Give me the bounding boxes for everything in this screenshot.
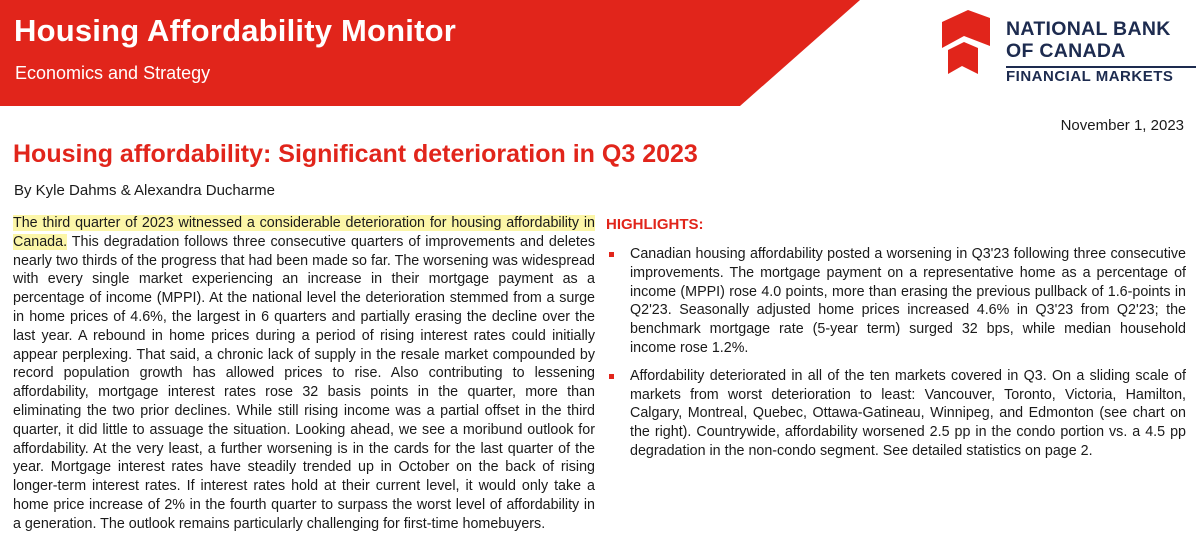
publication-date: November 1, 2023 — [1060, 117, 1184, 134]
bank-logo — [938, 8, 1200, 88]
byline: By Kyle Dahms & Alexandra Ducharme — [14, 182, 275, 199]
logo-text-line1: NATIONAL BANK — [1006, 18, 1171, 40]
logo-sail-icon — [938, 8, 994, 78]
headline: Housing affordability: Significant deterioration in Q3 2023 — [13, 140, 698, 168]
highlight-text: Affordability deteriorated in all of the ten markets covered in Q3. On a sliding scale of markets from worst deterioration to least: Vancouver, Toronto, Victoria, Hamilton, Calgary, Montreal, Quebec, Ottawa-Gatineau, Winnipeg, and Edmonton (see chart on the right). Countrywide, affordability worsened 2.5 pp in the condo portion vs. a 4.5 pp degradation in the non-condo segment. See detailed statistics on page 2. — [630, 367, 1186, 459]
body-text: This degradation follows three consecutive quarters of improvements and deletes nearly two thirds of the progress that had been made so far. The worsening was widespread with every single market experiencing an increase in their mortgage payment as a percentage of income (MPPI). At the national level the deterioration stemmed from a surge in home prices of 4.6%, the largest in 6 quarters and partially erasing the decline over the last year. A rebound in home prices during a period of rising interest rates could initially appear perplexing. That said, a chronic lack of supply in the resale market compounded by record population growth has allowed prices to rise. Also contributing to lessening affordability, mortgage interest rates rose 32 basis points in the quarter, more than eliminating the two prior declines. While still rising income was a partial offset in the third quarter, it did little to assuage the situation. Looking ahead, we see a moribund outlook for affordability. At the very least, a further worsening is in the cards for the last quarter of the year. Mortgage interest rates have steadily trended up in October on the back of rising longer-term interest rates. If interest rates hold at their current level, it would only take a home price increase of 2% in the fourth quarter to surpass the worst level of affordability in a generation. The outlook remains particularly challenging for first-time homebuyers. — [13, 233, 595, 532]
logo-text-line2: OF CANADA — [1006, 40, 1126, 62]
highlights-list — [606, 245, 1186, 470]
logo-text-line3: FINANCIAL MARKETS — [1006, 68, 1174, 85]
bullet-icon — [609, 252, 614, 257]
highlights-title: HIGHLIGHTS: — [606, 216, 704, 233]
report-subtitle: Economics and Strategy — [15, 63, 211, 83]
report-title: Housing Affordability Monitor — [14, 13, 457, 48]
body-paragraph — [13, 214, 595, 534]
highlighted-sentence: The third quarter of 2023 witnessed a considerable deterioration for housing affordability in Canada. — [13, 215, 595, 250]
highlight-text: Canadian housing affordability posted a worsening in Q3'23 following three consecutive improvements. The mortgage payment on a representative home as a percentage of income (MPPI) rose 4.0 points, more than erasing the previous pullback of 1.6-points in Q2'23. Seasonally adjusted home prices increased 4.6% in Q3'23 from Q2'23; the benchmark mortgage rate (5-year term) surged 32 bps, while median household income rose 1.2%. — [630, 246, 1186, 356]
header-banner — [0, 0, 1200, 106]
highlight-item — [606, 367, 1186, 461]
bullet-icon — [609, 374, 614, 379]
highlight-item — [606, 245, 1186, 358]
